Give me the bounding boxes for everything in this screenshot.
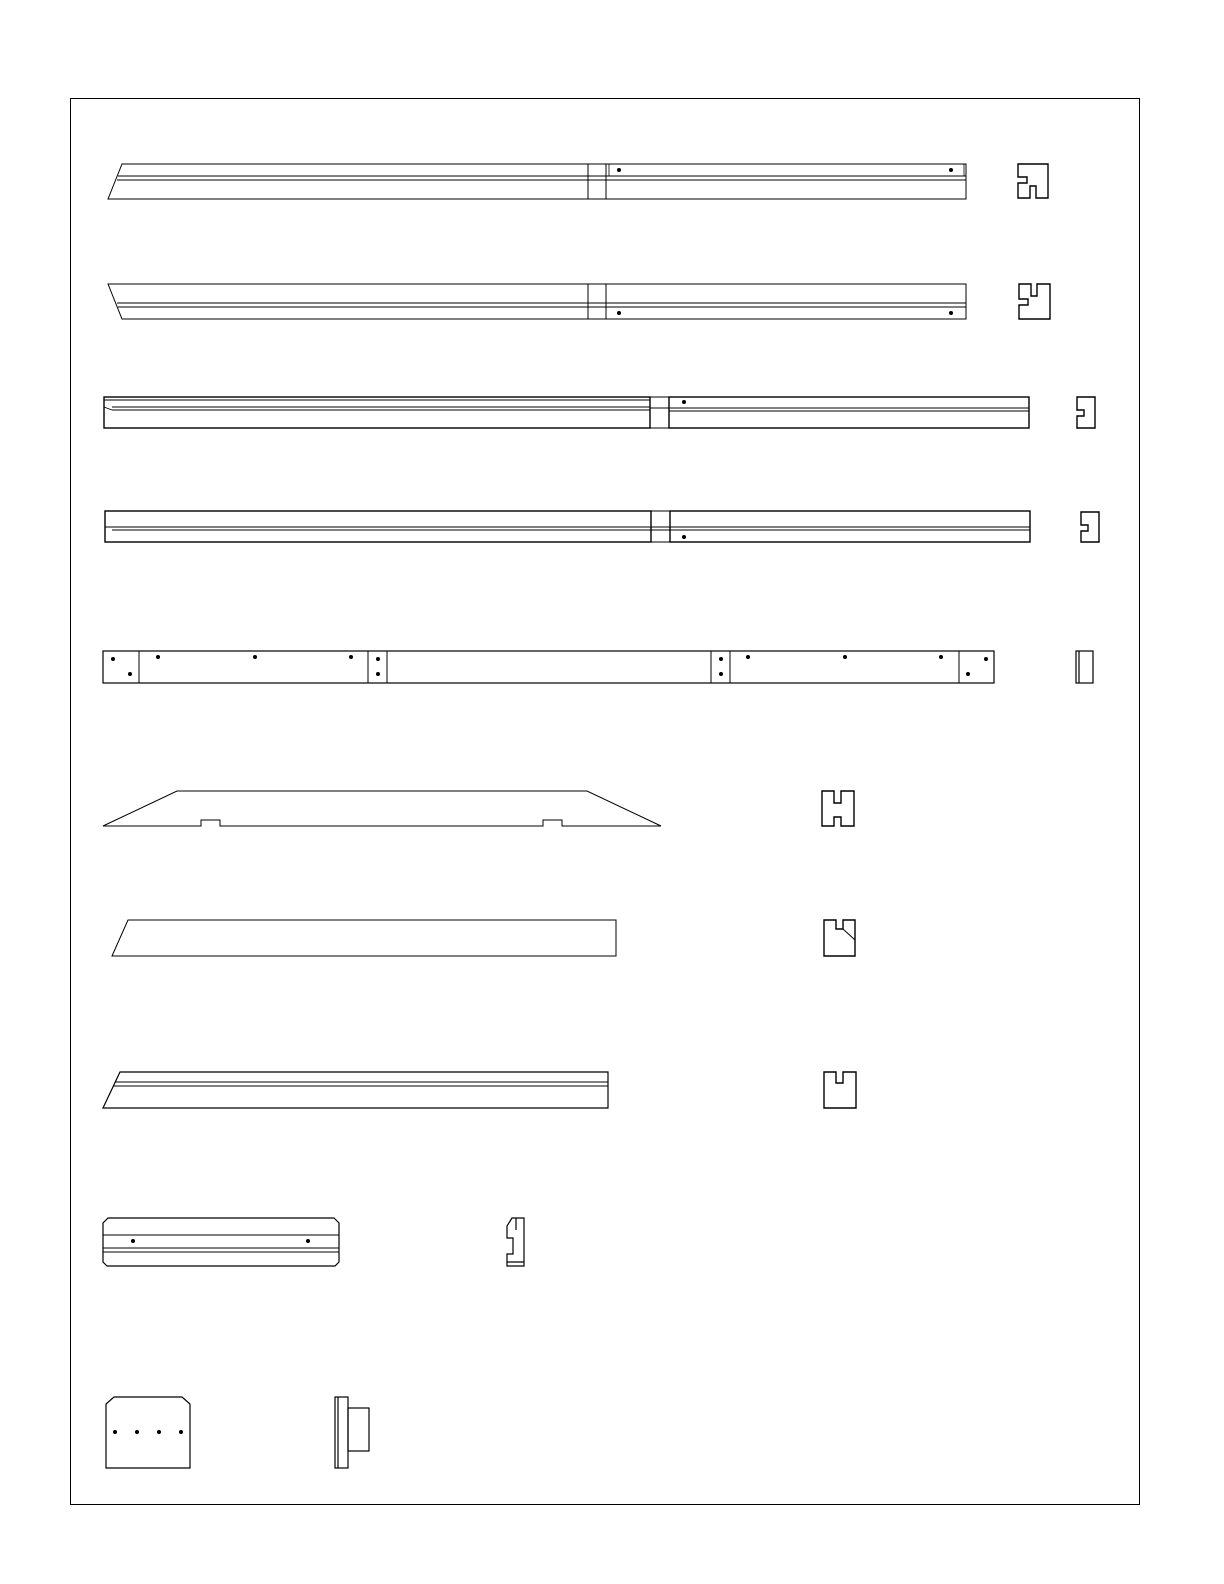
notched-trapezoid-board-elevation bbox=[103, 791, 661, 826]
drill-hole bbox=[719, 657, 723, 661]
angled-rail-elevation bbox=[103, 1072, 608, 1108]
drilled-beam-holes bbox=[111, 655, 988, 676]
end-plate-elevation bbox=[106, 1397, 190, 1468]
drill-hole bbox=[617, 168, 621, 172]
drill-hole bbox=[746, 655, 750, 659]
grooved-rail-c-end-profile bbox=[1077, 397, 1095, 428]
drill-hole bbox=[113, 1430, 117, 1434]
long-rail-b-holes bbox=[617, 311, 953, 315]
angled-rail-end-profile bbox=[824, 1072, 856, 1108]
drill-hole bbox=[984, 657, 988, 661]
short-crossbar-end-profile bbox=[507, 1218, 524, 1266]
long-rail-b-end-profile bbox=[1019, 284, 1050, 319]
drill-hole bbox=[682, 535, 686, 539]
long-rail-b-elevation bbox=[108, 284, 966, 319]
short-crossbar-holes bbox=[131, 1239, 310, 1243]
notched-trapezoid-board-end-profile bbox=[822, 791, 854, 826]
grooved-rail-d-holes bbox=[682, 535, 686, 539]
drill-hole bbox=[843, 655, 847, 659]
drill-hole bbox=[349, 655, 353, 659]
drill-hole bbox=[617, 311, 621, 315]
drill-hole bbox=[949, 168, 953, 172]
drill-hole bbox=[306, 1239, 310, 1243]
long-rail-a-elevation bbox=[108, 164, 966, 199]
short-crossbar-elevation bbox=[103, 1218, 339, 1266]
drill-hole bbox=[131, 1239, 135, 1243]
drill-hole bbox=[253, 655, 257, 659]
grooved-rail-d-end-profile bbox=[1081, 512, 1099, 542]
drill-hole bbox=[156, 655, 160, 659]
drawing-border bbox=[71, 99, 1140, 1505]
drill-hole bbox=[939, 655, 943, 659]
angled-board-end-profile-notch bbox=[843, 929, 855, 940]
drill-hole bbox=[128, 672, 132, 676]
drill-hole bbox=[949, 311, 953, 315]
grooved-rail-c-holes bbox=[682, 400, 686, 404]
drilled-beam-end-profile bbox=[1076, 651, 1093, 683]
end-plate-holes bbox=[113, 1430, 183, 1434]
drill-hole bbox=[157, 1430, 161, 1434]
drill-hole bbox=[179, 1430, 183, 1434]
drill-hole bbox=[135, 1430, 139, 1434]
grooved-rail-d-elevation bbox=[105, 511, 1030, 542]
drill-hole bbox=[111, 657, 115, 661]
drill-hole bbox=[966, 672, 970, 676]
drill-hole bbox=[376, 657, 380, 661]
grooved-rail-c-elevation bbox=[104, 397, 1029, 428]
long-rail-a-end-profile bbox=[1018, 164, 1048, 198]
end-plate-side-profile bbox=[335, 1397, 369, 1468]
angled-board-end-profile bbox=[824, 920, 855, 956]
drilled-beam-elevation bbox=[103, 651, 994, 683]
angled-board-elevation bbox=[112, 920, 616, 956]
drill-hole bbox=[719, 672, 723, 676]
drill-hole bbox=[376, 672, 380, 676]
long-rail-a-holes bbox=[617, 168, 953, 172]
drill-hole bbox=[682, 400, 686, 404]
